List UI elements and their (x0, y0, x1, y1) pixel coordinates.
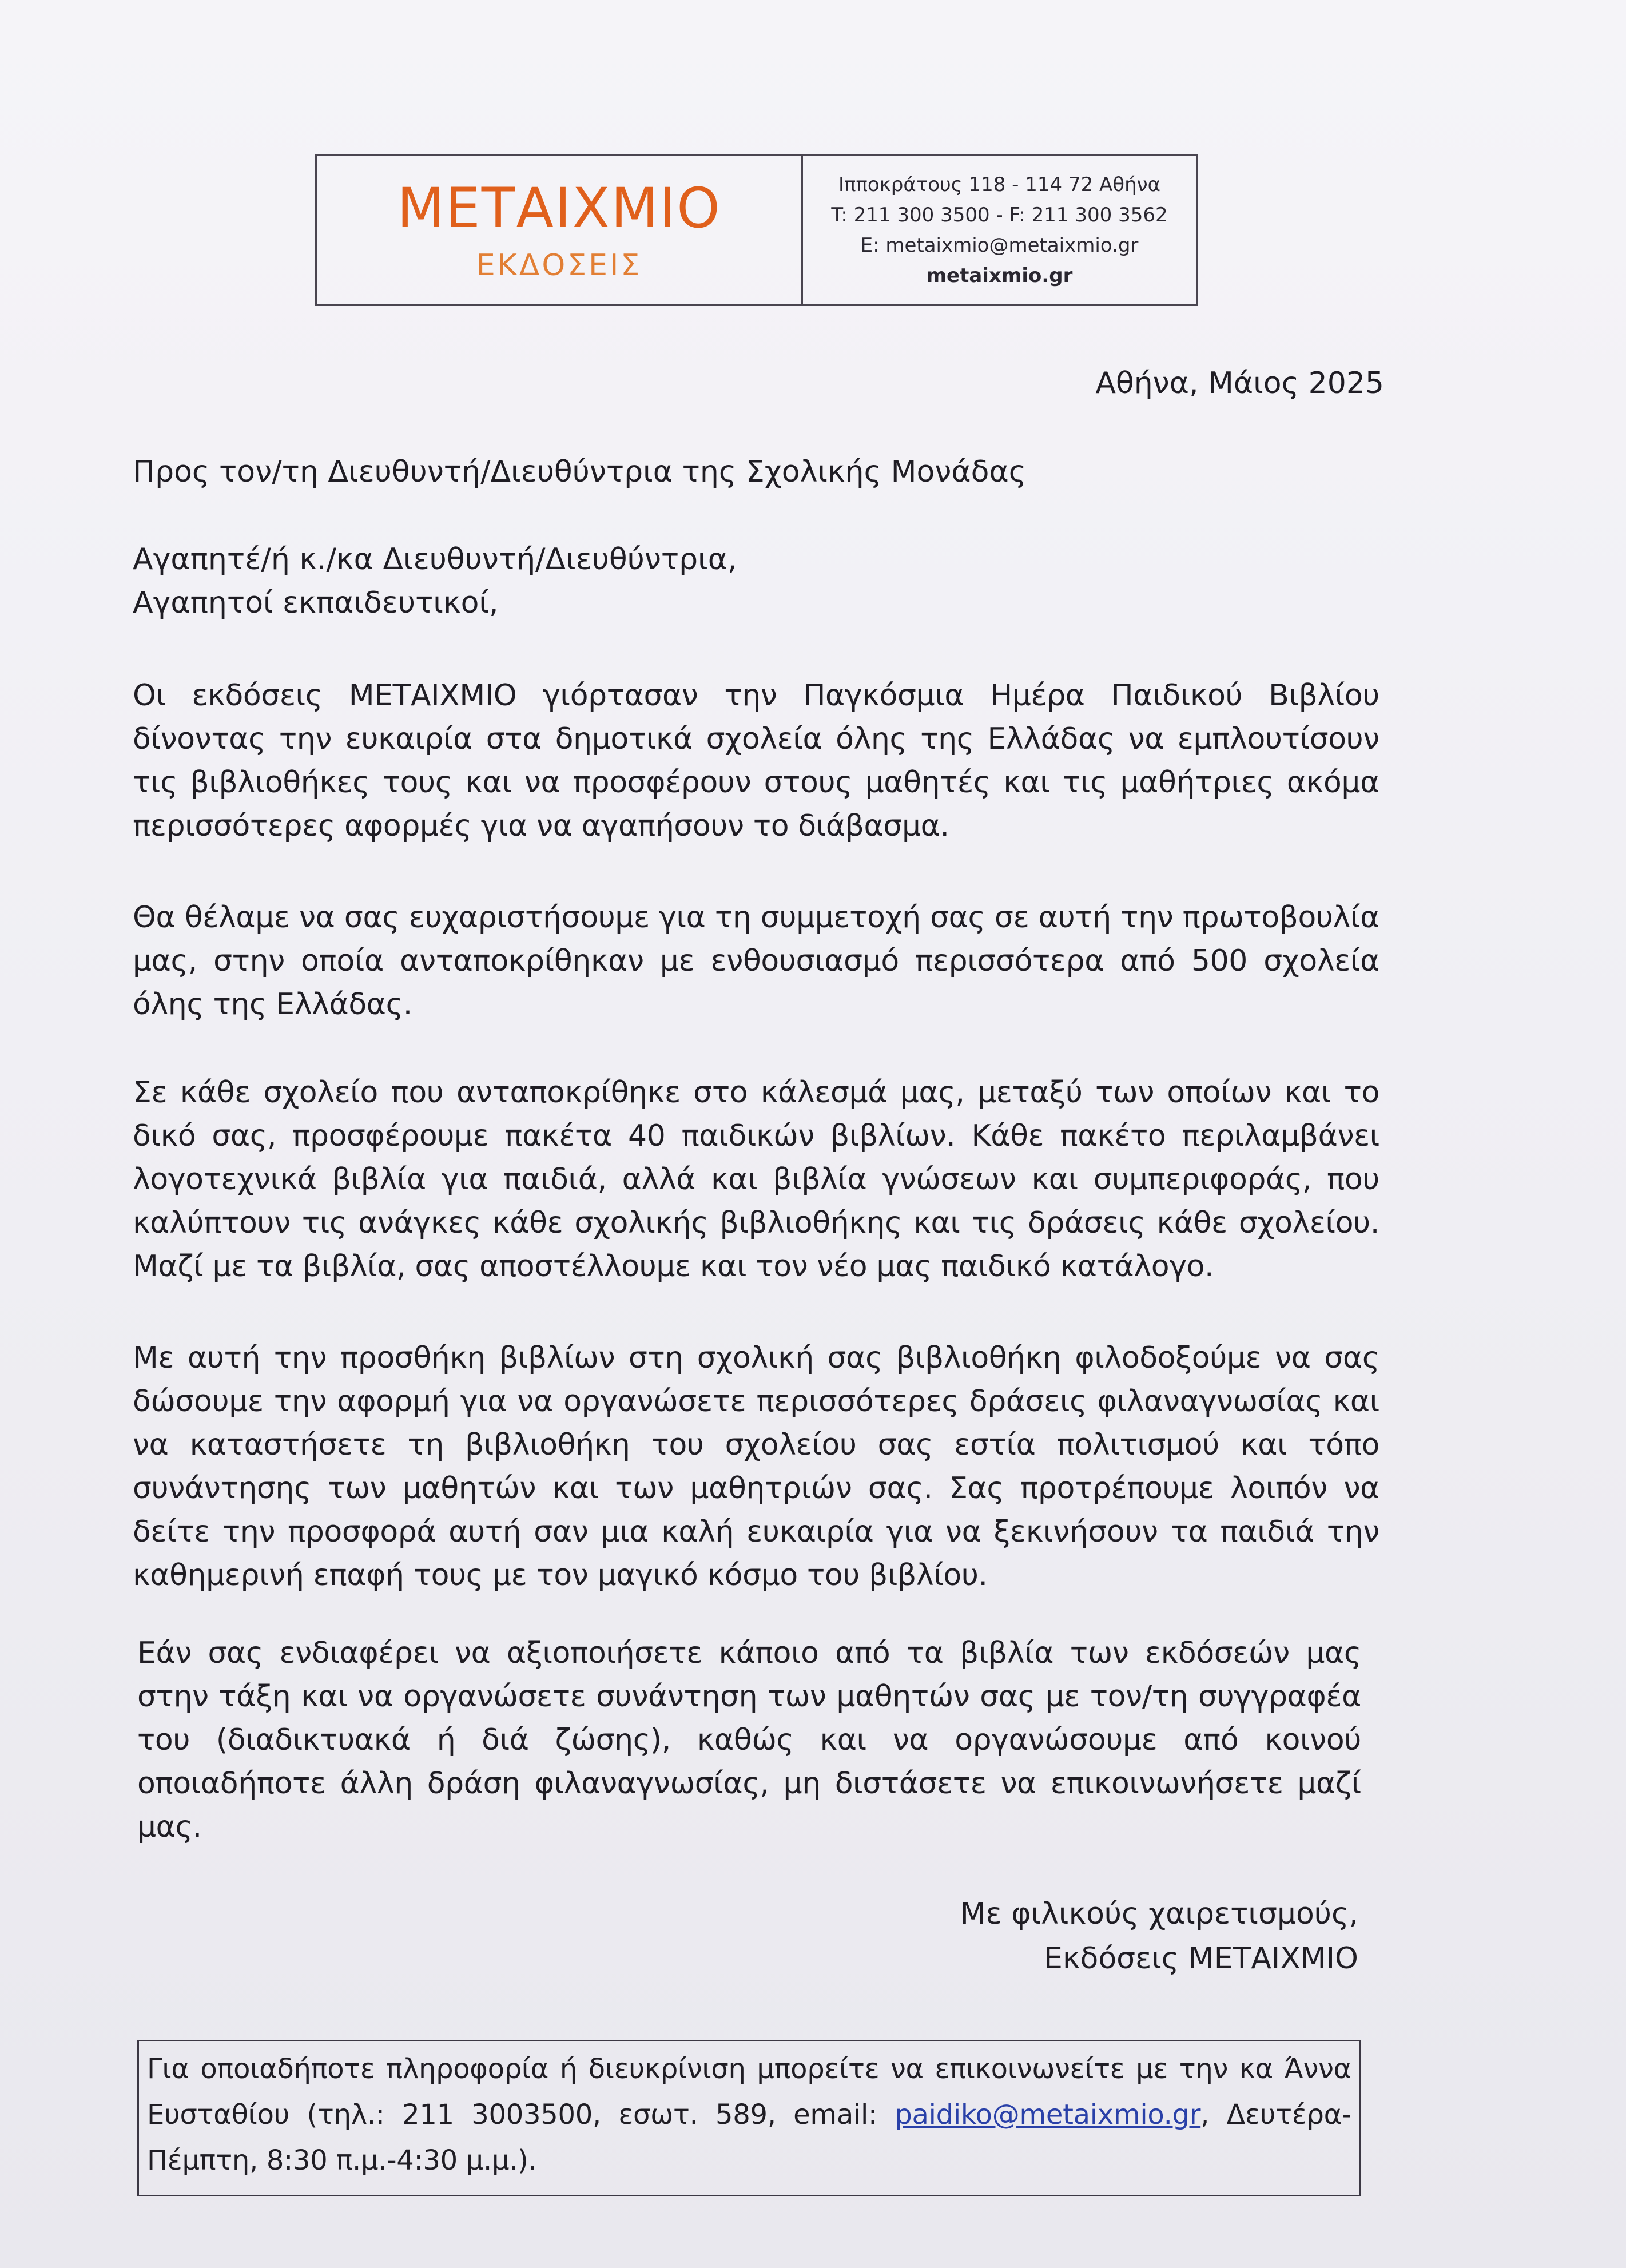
phones: T: 211 300 3500 - F: 211 300 3562 (831, 203, 1168, 227)
letterhead (315, 154, 1198, 306)
website: metaixmio.gr (926, 264, 1073, 287)
info-email-link[interactable]: paidiko@metaixmio.gr (895, 2099, 1201, 2131)
recipient: Προς τον/τη Διευθυντή/Διευθύντρια της Σχολικής Μονάδας (133, 455, 1027, 489)
body-paragraph-4: Με αυτή την προσθήκη βιβλίων στη σχολική σας βιβλιοθήκη φιλοδοξούμε να σας δώσουμε την αφορμή για να οργανώσετε περισσότερες δράσεις φιλαναγνωσίας και να καταστήσετε τη βιβλιοθήκη του σχολείου σας εστία πολιτισμού και τόπο συνάντησης των μαθητών και των μαθητριών σας. Σας προτρέπουμε λοιπόν να δείτε την προσφορά αυτή σαν μια καλή ευκαιρία για να ξεκινήσουν τα παιδιά την καθημερινή επαφή τους με τον μαγικό κόσμο του βιβλίου. (133, 1341, 1379, 1592)
brand-subtitle: ΕΚΔΟΣΕΙΣ (476, 248, 642, 283)
letter-date: Αθήνα, Μάιος 2025 (1095, 366, 1384, 400)
contact-details (803, 156, 1196, 304)
info-text-after: , Δευτέρα-Πέμπτη, 8:30 π.μ.-4:30 μ.μ.). (147, 2099, 1351, 2176)
brand-name: ΜΕΤΑΙΧΜΙΟ (397, 176, 721, 240)
info-text-before: Για οποιαδήποτε πληροφορία ή διευκρίνιση μπορείτε να επικοινωνείτε με την κα Άννα Ευσταθίου (τηλ.: 211 3003500, εσωτ. 589, email: (147, 2053, 1351, 2131)
salutation-line-1: Αγαπητέ/ή κ./κα Διευθυντή/Διευθύντρια, (133, 542, 737, 577)
closing (960, 1892, 1358, 1981)
publisher-logo (317, 156, 803, 304)
contact-email: E: metaixmio@metaixmio.gr (860, 233, 1139, 257)
address: Ιπποκράτους 118 - 114 72 Αθήνα (838, 173, 1161, 196)
salutation (133, 538, 737, 625)
contact-info-box (137, 2040, 1361, 2196)
body-paragraph-2: Θα θέλαμε να σας ευχαριστήσουμε για τη συμμετοχή σας σε αυτή την πρωτοβουλία μας, στην οποία ανταποκρίθηκαν με ενθουσιασμό περισσότερα από 500 σχολεία όλης της Ελλάδας. (133, 900, 1379, 1022)
salutation-line-2: Αγαπητοί εκπαιδευτικοί, (133, 586, 499, 620)
body-paragraph-1: Οι εκδόσεις ΜΕΤΑΙΧΜΙΟ γιόρτασαν την Παγκόσμια Ημέρα Παιδικού Βιβλίου δίνοντας την ευκαιρία στα δημοτικά σχολεία όλης της Ελλάδας να εμπλουτίσουν τις βιβλιοθήκες τους και να προσφέρουν στους μαθητές και τις μαθήτριες ακόμα περισσότερες αφορμές για να αγαπήσουν το διάβασμα. (133, 678, 1379, 843)
closing-signature: Εκδόσεις ΜΕΤΑΙΧΜΙΟ (1044, 1941, 1358, 1976)
closing-line-1: Με φιλικούς χαιρετισμούς, (960, 1897, 1358, 1931)
body-paragraph-5: Εάν σας ενδιαφέρει να αξιοποιήσετε κάποιο από τα βιβλία των εκδόσεών μας στην τάξη και να οργανώσετε συνάντηση των μαθητών σας με τον/τη συγγραφέα του (διαδικτυακά ή διά ζώσης), καθώς και να οργανώσουμε από κοινού οποιαδήποτε άλλη δράση φιλαναγνωσίας, μη διστάσετε να επικοινωνήσετε μαζί μας. (137, 1636, 1361, 1844)
body-paragraph-3: Σε κάθε σχολείο που ανταποκρίθηκε στο κάλεσμά μας, μεταξύ των οποίων και το δικό σας, προσφέρουμε πακέτα 40 παιδικών βιβλίων. Κάθε πακέτο περιλαμβάνει λογοτεχνικά βιβλία για παιδιά, αλλά και βιβλία γνώσεων και συμπεριφοράς, που καλύπτουν τις ανάγκες κάθε σχολικής βιβλιοθήκης και τις δράσεις κάθε σχολείου. Μαζί με τα βιβλία, σας αποστέλλουμε και τον νέο μας παιδικό κατάλογο. (133, 1075, 1379, 1284)
